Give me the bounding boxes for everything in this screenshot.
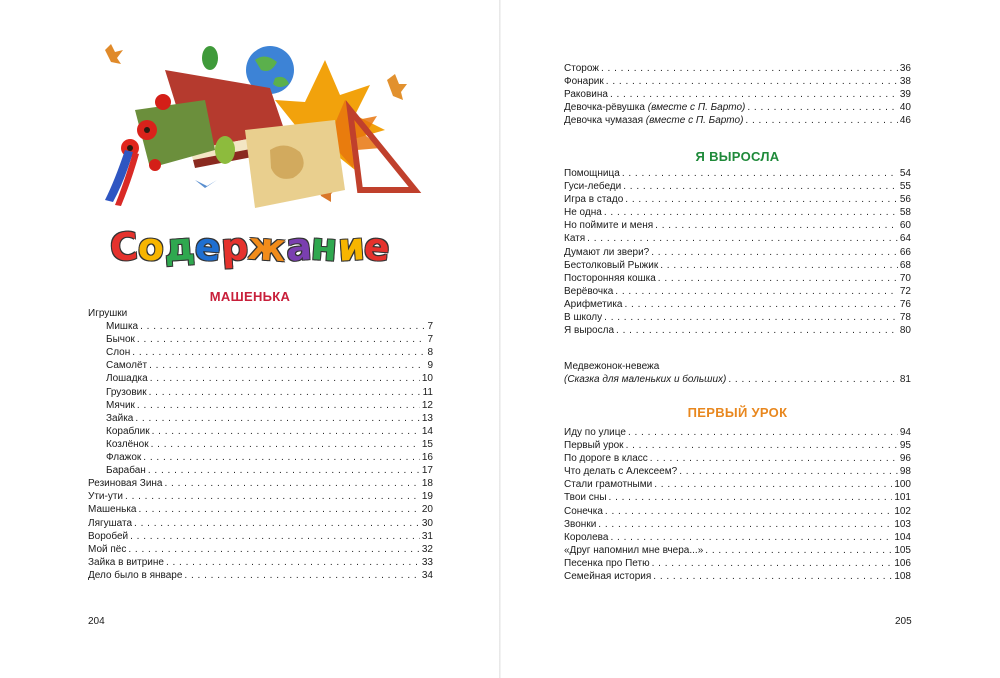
toc-entry-page: 10 <box>421 373 433 385</box>
toc-entry-title: Катя <box>564 233 586 245</box>
toc-entry-title: Флажок <box>106 452 142 464</box>
toc-entry-title: Девочка чумазая (вместе с П. Барто) <box>564 115 744 127</box>
dot-leader <box>151 438 420 451</box>
poppy-flower-icon <box>155 94 171 110</box>
toc-entry-page: 78 <box>899 312 911 324</box>
dot-leader <box>128 543 420 556</box>
bird-icon <box>195 180 217 188</box>
dot-leader <box>679 465 898 478</box>
toc-entry[interactable] <box>564 298 911 311</box>
toc-entry[interactable] <box>88 569 433 582</box>
toc-entry-title: Но поймите и меня <box>564 220 654 232</box>
toc-entry-page: 100 <box>894 479 911 491</box>
toc-entry[interactable]: Медвежонок-невежа <box>564 361 660 372</box>
dot-leader <box>610 88 898 101</box>
toc-entry-page: 70 <box>899 272 911 284</box>
toc-entry-page: 15 <box>421 438 433 450</box>
toc-entry-title: Резиновая Зина <box>88 478 163 490</box>
page-number-right: 205 <box>895 616 912 627</box>
toc-entry[interactable] <box>88 464 433 477</box>
dot-leader <box>622 167 898 180</box>
toc-entry-page: 60 <box>899 220 911 232</box>
toc-entry-page: 40 <box>899 102 911 114</box>
toc-entry-title: Иду по улице <box>564 427 626 438</box>
toc-entry[interactable] <box>564 570 911 583</box>
toc-entry[interactable] <box>564 324 911 337</box>
toc-entry-page: 14 <box>421 425 433 437</box>
autumn-school-illustration <box>95 40 430 215</box>
toc-entry-title: Мой пёс <box>88 543 127 555</box>
toc-entry-page: 46 <box>899 115 911 127</box>
toc-entry-title: Лошадка <box>106 373 148 385</box>
toc-entry-page: 32 <box>421 543 433 555</box>
toc-entry[interactable] <box>88 399 433 412</box>
dot-leader <box>655 219 898 232</box>
toc-entry[interactable] <box>564 206 911 219</box>
toc-entry[interactable] <box>88 451 433 464</box>
toc-entry-page: 30 <box>421 517 433 529</box>
dot-leader <box>604 206 898 219</box>
toc-entry-page: 104 <box>894 531 911 543</box>
toc-entry-title: Стали грамотными <box>564 479 653 491</box>
dot-leader <box>149 386 421 399</box>
toc-entry-page: 68 <box>899 259 911 271</box>
toc-entry-title: Ути-ути <box>88 491 124 503</box>
toc-entry[interactable] <box>88 386 433 399</box>
toc-entry-bear <box>564 360 911 386</box>
toc-entry[interactable] <box>564 232 911 245</box>
toc-entry-title: Звонки <box>564 518 597 530</box>
dot-leader <box>654 478 892 491</box>
title-letter: о <box>136 224 166 270</box>
toc-entry-title: Помощница <box>564 168 620 179</box>
page-number-left: 204 <box>88 616 105 627</box>
title-letter: д <box>162 223 197 271</box>
toc-entry-page: 76 <box>899 298 911 310</box>
toc-entry[interactable] <box>564 259 911 272</box>
toc-entry-page: 94 <box>899 427 911 438</box>
dot-leader <box>745 114 897 127</box>
toc-entry[interactable] <box>564 478 911 491</box>
toc-entry-title: Верёвочка <box>564 285 614 297</box>
toc-entry[interactable] <box>564 246 911 259</box>
dot-leader <box>143 451 420 464</box>
toc-list-right-middle <box>564 167 911 337</box>
toc-entry[interactable] <box>88 346 433 359</box>
toc-entry-title: Машенька <box>88 504 137 516</box>
toc-entry[interactable] <box>564 426 911 439</box>
toc-list-right-top <box>564 62 911 127</box>
toc-entry[interactable] <box>88 490 433 503</box>
title-letter: р <box>219 224 250 270</box>
toc-entry[interactable] <box>564 311 911 324</box>
page-title-contents <box>0 225 500 269</box>
title-letter: ж <box>246 223 288 271</box>
toc-entry-title: Думают ли звери? <box>564 246 650 258</box>
toc-entry-title: Фонарик <box>564 76 604 88</box>
dot-leader <box>626 439 898 452</box>
toc-entry-note: (вместе с П. Барто) <box>644 102 746 114</box>
toc-entry-page: 95 <box>899 440 911 452</box>
toc-entry[interactable] <box>88 320 433 333</box>
title-letter: н <box>309 224 340 270</box>
small-leaf-icon <box>105 44 123 64</box>
toc-entry[interactable] <box>564 465 911 478</box>
dot-leader <box>134 517 420 530</box>
toc-entry[interactable] <box>564 75 911 88</box>
toc-entry-page: 9 <box>427 360 433 372</box>
toc-entry[interactable] <box>564 491 911 504</box>
toc-entry-title: Барабан <box>106 465 146 477</box>
dot-leader <box>624 298 897 311</box>
dot-leader <box>150 372 420 385</box>
dot-leader <box>606 75 898 88</box>
toc-entry-page: 96 <box>899 453 911 465</box>
toc-entry[interactable] <box>564 180 911 193</box>
toc-entry-page: 11 <box>422 386 433 398</box>
toc-entry-title: Слон <box>106 347 131 359</box>
toc-entry-page: 103 <box>894 518 911 530</box>
toc-entry[interactable] <box>88 372 433 385</box>
toc-entry-title: Первый урок <box>564 440 624 452</box>
toc-entry-title: По дороге в класс <box>564 453 648 465</box>
dot-leader <box>135 412 420 425</box>
toc-entry-page: 64 <box>899 233 911 245</box>
dot-leader <box>140 320 425 333</box>
toc-entry[interactable] <box>564 219 911 232</box>
dot-leader <box>148 464 420 477</box>
toc-entry[interactable] <box>88 477 433 490</box>
section-heading-ya-vyrosla: Я ВЫРОСЛА <box>695 149 780 164</box>
toc-entry-title: Самолёт <box>106 360 148 372</box>
dot-leader <box>747 101 898 114</box>
toc-entry[interactable] <box>564 544 911 557</box>
toc-entry-title: Дело было в январе <box>88 569 183 581</box>
toc-entry-page: 18 <box>421 478 433 490</box>
toc-entry-title: В школу <box>564 312 603 324</box>
dot-leader <box>615 285 898 298</box>
title-letter: е <box>193 224 223 270</box>
toc-list-left <box>88 307 433 582</box>
dot-leader <box>598 518 892 531</box>
dot-leader <box>601 62 898 75</box>
toc-entry-page: 12 <box>421 399 433 411</box>
title-letter: а <box>284 224 313 270</box>
toc-entry[interactable]: (Сказка для маленьких и больших) . . . 81 <box>564 373 911 386</box>
toc-entry-title: Посторонняя кошка <box>564 272 656 284</box>
toc-entry[interactable] <box>564 518 911 531</box>
toc-entry-page: 13 <box>421 412 433 424</box>
toc-entry-title: Бестолковый Рыжик <box>564 259 659 271</box>
toc-entry[interactable] <box>564 531 911 544</box>
toc-entry[interactable] <box>564 101 911 114</box>
toc-entry-page: 7 <box>427 334 433 346</box>
section-heading-pervyi-urok: ПЕРВЫЙ УРОК <box>687 405 788 420</box>
dot-leader <box>653 570 892 583</box>
title-letter: е <box>362 224 392 270</box>
toc-entry[interactable] <box>564 505 911 518</box>
dot-leader <box>149 359 425 372</box>
toc-entry-page: 38 <box>899 76 911 88</box>
dot-leader <box>137 333 426 346</box>
toc-entry[interactable] <box>564 114 911 127</box>
toc-entry-title: Песенка про Петю <box>564 557 650 569</box>
toc-entry-title: Семейная история <box>564 571 652 583</box>
toc-entry-page: 8 <box>427 347 433 359</box>
dot-leader <box>616 324 898 337</box>
dot-leader <box>609 491 893 504</box>
toc-entry-page: 17 <box>421 465 433 477</box>
toc-entry-page: 58 <box>899 207 911 219</box>
toc-entry[interactable] <box>564 285 911 298</box>
title-letter: и <box>335 224 366 270</box>
toc-entry-page: 36 <box>899 63 911 74</box>
toc-entry-page: 56 <box>899 194 911 206</box>
dot-leader <box>628 426 898 439</box>
dot-leader <box>152 425 420 438</box>
toc-entry-title: Раковина <box>564 89 608 101</box>
dot-leader <box>166 556 420 569</box>
toc-entry[interactable] <box>564 167 911 180</box>
dot-leader <box>651 246 898 259</box>
toc-entry-title: Лягушата <box>88 517 133 529</box>
toc-entry-page: 108 <box>894 571 911 583</box>
toc-entry-title: Козлёнок <box>106 438 149 450</box>
toc-entry-page: 55 <box>899 181 911 193</box>
dot-leader <box>705 544 892 557</box>
toc-entry-title: Зайка <box>106 412 134 424</box>
dot-leader <box>605 505 892 518</box>
toc-entry-title: Сторож <box>564 63 599 74</box>
dot-leader <box>610 531 892 544</box>
toc-entry[interactable] <box>88 307 433 320</box>
toc-entry-page: 19 <box>421 491 433 503</box>
toc-entry-title: Я выросла <box>564 325 615 337</box>
toc-entry[interactable] <box>564 272 911 285</box>
toc-entry[interactable] <box>88 503 433 516</box>
section-heading-mashenka: МАШЕНЬКА <box>209 289 291 304</box>
toc-entry-page: 105 <box>894 544 911 556</box>
toc-entry-title: Игрушки <box>88 308 128 319</box>
toc-entry-page: 106 <box>894 557 911 569</box>
toc-entry[interactable] <box>564 439 911 452</box>
toc-entry[interactable] <box>88 438 433 451</box>
title-letter: С <box>108 224 140 270</box>
toc-entry-title: Твои сны <box>564 492 607 504</box>
dot-leader <box>658 272 898 285</box>
toc-entry-title: Бычок <box>106 334 135 346</box>
toc-entry-title: Зайка в витрине <box>88 556 164 568</box>
toc-entry-page: 7 <box>427 321 433 333</box>
dot-leader <box>165 477 420 490</box>
triangle-ruler-icon <box>350 110 415 190</box>
toc-entry[interactable] <box>88 530 433 543</box>
toc-entry-note: (вместе с П. Барто) <box>643 115 744 127</box>
dot-leader <box>138 503 419 516</box>
toc-entry-page: 16 <box>421 452 433 464</box>
green-leaf-icon <box>215 136 235 164</box>
toc-entry-title: Гуси-лебеди <box>564 181 622 193</box>
dot-leader <box>623 180 898 193</box>
toc-entry[interactable] <box>88 543 433 556</box>
dot-leader <box>132 346 425 359</box>
dot-leader <box>604 311 898 324</box>
right-page <box>500 0 1000 678</box>
dot-leader <box>660 259 898 272</box>
toc-entry[interactable] <box>564 62 911 75</box>
toc-entry-title: Грузовик <box>106 386 147 398</box>
dot-leader <box>125 490 420 503</box>
dot-leader <box>652 557 893 570</box>
dot-leader <box>625 193 898 206</box>
toc-entry[interactable] <box>564 88 911 101</box>
dot-leader <box>587 232 898 245</box>
toc-entry-page: 66 <box>899 246 911 258</box>
toc-entry-title: Арифметика <box>564 298 623 310</box>
toc-entry-title: Девочка-рёвушка (вместе с П. Барто) <box>564 102 746 114</box>
toc-entry-title: Мячик <box>106 399 135 411</box>
poppy-flower-icon <box>149 159 161 171</box>
toc-entry[interactable] <box>564 557 911 570</box>
small-leaf-icon <box>387 74 407 100</box>
green-leaf-icon <box>202 46 218 70</box>
toc-entry-page: 102 <box>894 505 911 517</box>
toc-entry[interactable] <box>88 556 433 569</box>
toc-entry-page: 98 <box>899 466 911 478</box>
toc-entry-page: 39 <box>899 89 911 101</box>
toc-entry-title: Мишка <box>106 321 139 333</box>
toc-entry-title: Кораблик <box>106 425 150 437</box>
toc-entry-title: Игра в стадо <box>564 194 624 206</box>
toc-entry-page: 101 <box>894 492 911 504</box>
dot-leader <box>137 399 420 412</box>
toc-entry-page: 80 <box>899 325 911 337</box>
toc-entry[interactable] <box>564 193 911 206</box>
toc-entry-page: 72 <box>899 285 911 297</box>
dot-leader <box>184 569 419 582</box>
toc-entry-page: 54 <box>899 168 911 179</box>
toc-entry-page: 34 <box>421 569 433 581</box>
toc-entry[interactable] <box>88 333 433 346</box>
toc-list-right-bottom <box>564 426 911 583</box>
toc-entry-title: Воробей <box>88 530 129 542</box>
toc-entry-page: 31 <box>421 530 433 542</box>
toc-entry-page: 33 <box>421 556 433 568</box>
toc-entry-title: Королева <box>564 531 609 543</box>
toc-entry[interactable] <box>88 412 433 425</box>
toc-entry-title: Сонечка <box>564 505 603 517</box>
toc-entry-title: Что делать с Алексеем? <box>564 466 678 478</box>
dot-leader <box>130 530 420 543</box>
toc-entry[interactable] <box>88 517 433 530</box>
toc-entry[interactable] <box>88 425 433 438</box>
dot-leader <box>650 452 898 465</box>
toc-entry[interactable] <box>564 452 911 465</box>
toc-entry[interactable] <box>88 359 433 372</box>
toc-entry-page: 20 <box>421 504 433 516</box>
toc-entry-title: «Друг напомнил мне вчера...» <box>564 544 704 556</box>
toc-entry-title: Не одна <box>564 207 602 219</box>
